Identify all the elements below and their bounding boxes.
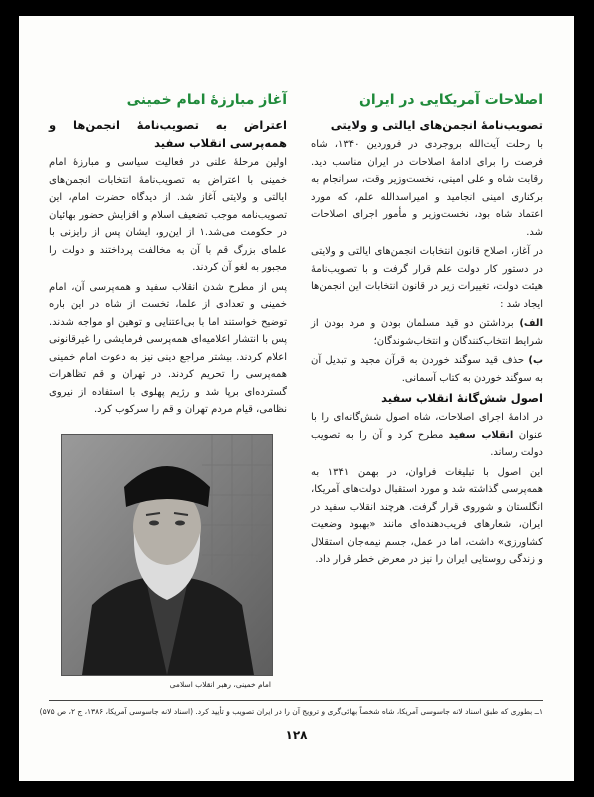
subheading-six-principles: اصول شش‌گانهٔ انقلاب سفید: [381, 391, 543, 405]
list-label: الف): [519, 318, 543, 329]
paragraph: اولین مرحلهٔ علنی در فعالیت سیاسی و مبارزهٔ امام خمینی با اعتراض به تصویب‌نامهٔ انتخابات انجمن‌های ایالتی و ولایتی آغاز شد. از دیدگاه حضرت امام، این تصویب‌نامه موجب تضعیف اسلام و افزایش حضور بهائیان در حکومت می‌شد.۱ از این‌رو، ایشان پس از رایزنی با علمای بزرگ قم با آن به مخالفت پرداختند و دولت را مجبور به لغو آن کردند.: [49, 157, 287, 273]
list-item-b: [311, 352, 543, 387]
subheading-councils-decree: تصویب‌نامهٔ انجمن‌های ایالتی و ولایتی: [330, 118, 543, 132]
paragraph: این اصول با تبلیغات فراوان، در بهمن ۱۳۴۱ به همه‌پرسی گذاشته شد و مورد استقبال دولت‌های آمریکا، انگلستان و شوروی قرار گرفت. هرچند انقلاب سفید در ایران، شعارهای فریب‌دهنده‌ای مانند «بهبود وضعیت کشاورزی» داشت، اما در عمل، جسم نیمه‌جان استقلال و زندگی روستایی ایران را نیز در معرض خطر قرار داد.: [311, 466, 543, 565]
right-column: [311, 90, 543, 571]
section-heading-imam-struggle: آغاز مبارزهٔ امام خمینی: [126, 92, 287, 108]
photo-caption: امام خمینی، رهبر انقلاب اسلامی: [169, 680, 271, 689]
footnote: ۱ــ بطوری که طبق اسناد لانه جاسوسی آمریکا، شاه شخصاً بهائی‌گری و ترویج آن را در ایران تصویب و تأیید کرد. (اسناد لانه جاسوسی آمریکا، ۱۳۸۶، ج ۲، ص ۵۷۵): [39, 707, 543, 716]
footnote-divider: [49, 700, 543, 701]
paragraph-text: در ادامهٔ اجرای اصلاحات، شاه اصول شش‌گانه‌ای را با عنوان: [311, 412, 544, 441]
paragraph: پس از مطرح شدن انقلاب سفید و همه‌پرسی آن، امام خمینی و تعدادی از علما، تخست از شاه در این باره توضیح خواستند اما با بی‌اعتنایی و توهین او مواجه شدند. پس با انتشار اعلامیه‌ای همه‌پرسی فرمایشی را غیرقانونی اعلام کردند. بیشتر مراجع دینی نیز به دعوت امام خمینی همه‌پرسی را تحریم کردند. در تهران و قم تظاهرات گسترده‌ای برپا شد و رژیم پهلوی با استفاده از نیروی نظامی، قیام مردم تهران و قم را سرکوب کرد.: [49, 281, 287, 415]
paragraph-text: مطرح کرد و آن را به تصویب دولت رساند.: [311, 429, 543, 458]
paragraph: در آغاز، اصلاح قانون انتخابات انجمن‌های ایالتی و ولایتی در دستور کار دولت علم قرار گرفت و با تصویب‌نامهٔ هیئت دولت، تغییرات زیر در قانون انتخابات این انجمن‌ها ایجاد شد :: [311, 246, 543, 310]
portrait-illustration: [62, 435, 272, 675]
subheading-protest: اعتراض به تصویب‌نامهٔ انجمن‌ها و همه‌پرسی انقلاب سفید: [49, 118, 287, 150]
list-label: ب): [528, 355, 544, 366]
page-number: ۱۲۸: [285, 728, 308, 742]
book-page: [19, 16, 574, 781]
portrait-photo: [61, 434, 273, 676]
paragraph: [311, 409, 543, 462]
bold-term: انقلاب سفید: [448, 429, 514, 441]
paragraph: با رحلت آیت‌الله بروجردی در فروردین ۱۳۴۰، شاه فرصت را برای ادامهٔ اصلاحات در ایران مناسب دید. رقابت شاه و علی امینی، نخست‌وزیر وقت، سرانجام به برکناری امینی انجامید و امیراسدالله علم، که مورد اعتماد شاه بود، نخست‌وزیر و مأمور اجرای اصلاحات شد.: [311, 139, 543, 238]
list-item-a: [311, 315, 543, 350]
list-text: برداشتن دو قید مسلمان بودن و مرد بودن از شرایط انتخاب‌کنندگان و انتخاب‌شوندگان؛: [311, 318, 543, 347]
list-text: حذف قید سوگند خوردن به قرآن مجید و تبدیل آن به سوگند خوردن به کتاب آسمانی.: [311, 355, 543, 384]
left-column: [49, 90, 287, 421]
section-heading-american-reforms: اصلاحات آمریکایی در ایران: [358, 92, 543, 108]
